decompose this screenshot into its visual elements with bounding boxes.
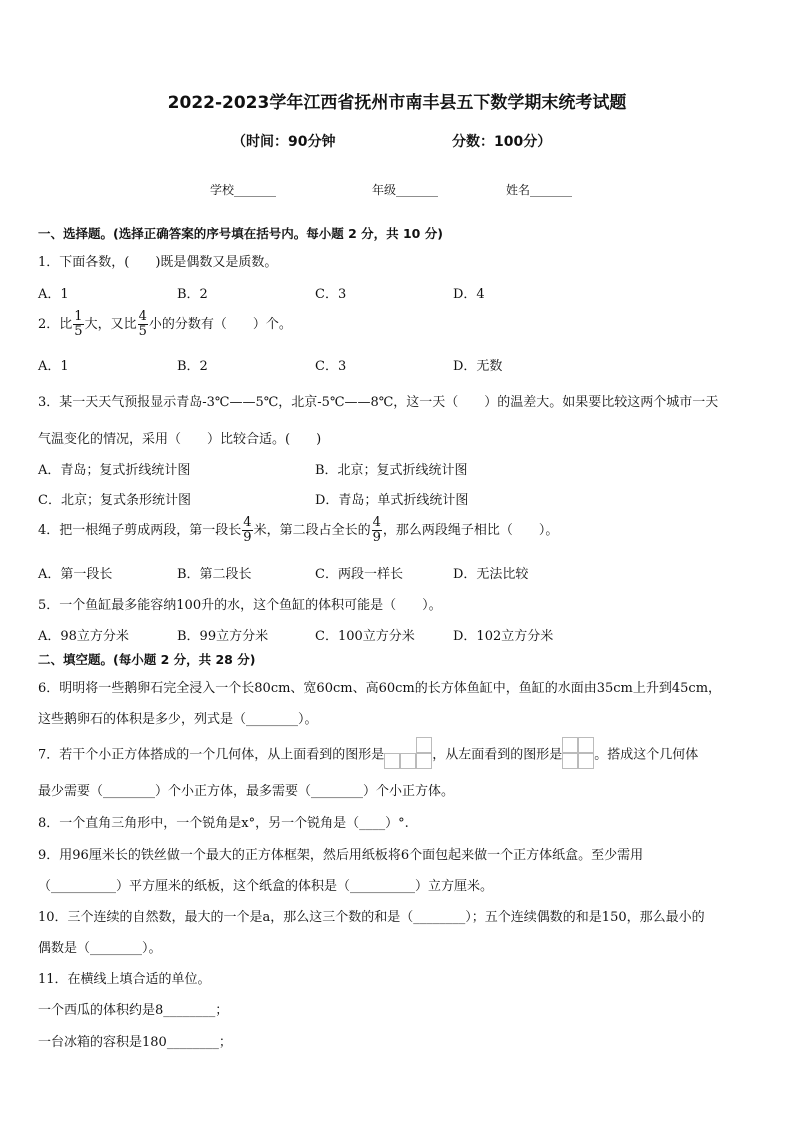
q5-option-d: D．102立方分米 (453, 629, 554, 644)
name-field: 姓名_______ (506, 183, 573, 197)
q4-text-mid: 米，第二段占全长的 (253, 523, 371, 538)
question-11-line-3: 一台冰箱的容积是180________； (38, 1035, 232, 1050)
question-6-line-2: 这些鹅卵石的体积是多少，列式是（________）。 (38, 712, 318, 727)
q3-option-a: A．青岛；复式折线统计图 (38, 463, 191, 478)
section-2-heading: 二、填空题。(每小题 2 分，共 28 分) (38, 652, 256, 667)
left-view-figure (562, 741, 594, 769)
question-3-line-1: 3．某一天天气预报显示青岛-3℃——5℃，北京-5℃——8℃，这一天（ ）的温差大。如果要比较这两个城市一天 (38, 395, 719, 410)
question-10-line-1: 10．三个连续的自然数，最大的一个是a，那么这三个数的和是（________）；五个连续偶数的和是150，那么最小的 (38, 910, 705, 925)
fraction-four-ninths-a: $\frac{4}{9}$ (243, 515, 252, 545)
q4-text-pre: 4．把一根绳子剪成两段，第一段长 (38, 523, 242, 538)
q4-option-b: B．第二段长 (177, 567, 252, 582)
q1-option-b: B．2 (177, 287, 208, 302)
section-1-heading: 一、选择题。(选择正确答案的序号填在括号内。每小题 2 分，共 10 分) (38, 226, 443, 241)
q4-text-post: ，那么两段绳子相比（ ）。 (382, 523, 559, 538)
question-2 (38, 310, 292, 339)
q7-text-post: 。搭成这个几何体 (594, 747, 699, 763)
q7-text-mid: ，从左面看到的图形是 (432, 747, 563, 763)
q5-option-c: C．100立方分米 (315, 629, 415, 644)
exam-score: 分数：100分） (452, 134, 552, 150)
question-5: 5．一个鱼缸最多能容纳100升的水，这个鱼缸的体积可能是（ ）。 (38, 598, 442, 613)
question-7-line-2: 最少需要（________）个小正方体，最多需要（________）个小正方体。 (38, 784, 455, 799)
grade-field: 年级_______ (372, 183, 439, 197)
q2-text-mid: 大，又比 (84, 317, 137, 332)
q3-option-c: C．北京；复式条形统计图 (38, 493, 191, 508)
q4-option-d: D．无法比较 (453, 567, 529, 582)
fraction-four-ninths-b: $\frac{4}{9}$ (372, 515, 381, 545)
q1-option-c: C．3 (315, 287, 347, 302)
q5-option-b: B．99立方分米 (177, 629, 269, 644)
question-7-line-1 (38, 741, 698, 769)
question-8: 8．一个直角三角形中，一个锐角是x°，另一个锐角是（____）°. (38, 816, 409, 831)
q4-option-c: C．两段一样长 (315, 567, 403, 582)
question-6-line-1: 6．明明将一些鹅卵石完全浸入一个长80cm、宽60cm、高60cm的长方体鱼缸中，鱼缸的水面由35cm上升到45cm， (38, 681, 722, 696)
fraction-four-fifths: $\frac{4}{5}$ (138, 309, 147, 339)
question-11-line-1: 11．在横线上填合适的单位。 (38, 972, 211, 987)
question-9-line-1: 9．用96厘米长的铁丝做一个最大的正方体框架，然后用纸板将6个面包起来做一个正方体纸盒。至少需用 (38, 848, 644, 863)
question-3-line-2: 气温变化的情况，采用（ ）比较合适。( ) (38, 432, 322, 447)
fraction-one-fifth: $\frac{1}{5}$ (74, 309, 83, 339)
question-4 (38, 516, 558, 545)
question-1: 1．下面各数，( )既是偶数又是质数。 (38, 255, 278, 270)
q4-option-a: A．第一段长 (38, 567, 113, 582)
q1-option-a: A．1 (38, 287, 69, 302)
q2-option-c: C．3 (315, 359, 347, 374)
q2-text-pre: 2．比 (38, 317, 73, 332)
school-field: 学校_______ (210, 183, 277, 197)
exam-time: （时间：90分钟 (232, 134, 336, 150)
q1-option-d: D．4 (453, 287, 485, 302)
question-10-line-2: 偶数是（________）。 (38, 941, 162, 956)
question-9-line-2: （__________）平方厘米的纸板，这个纸盒的体积是（__________）立方厘米。 (38, 879, 494, 894)
question-11-line-2: 一个西瓜的体积约是8________； (38, 1003, 229, 1018)
q2-option-b: B．2 (177, 359, 208, 374)
q3-option-b: B．北京；复式折线统计图 (315, 463, 468, 478)
q2-option-d: D．无数 (453, 359, 503, 374)
q7-text-pre: 7．若干个小正方体搭成的一个几何体，从上面看到的图形是 (38, 747, 385, 763)
q3-option-d: D．青岛；单式折线统计图 (315, 493, 469, 508)
q5-option-a: A．98立方分米 (38, 629, 129, 644)
page-title: 2022-2023学年江西省抚州市南丰县五下数学期末统考试题 (167, 93, 627, 113)
top-view-figure (384, 741, 432, 769)
q2-option-a: A．1 (38, 359, 69, 374)
q2-text-post: 小的分数有（ ）个。 (148, 317, 292, 332)
